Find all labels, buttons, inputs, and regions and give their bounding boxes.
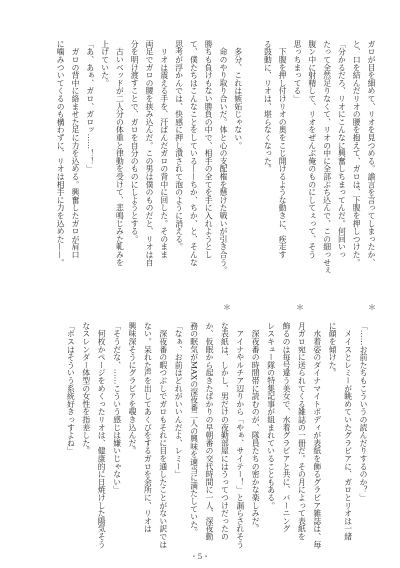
upper-tier [0,40,400,276]
upper-tier-line: 勝ちも負けもない勝負の中で、相手の全てを手に入れようとし [204,40,214,259]
upper-tier-line: に噛みついてくるのも構わずに、リオは相手に力を込めた——。 [56,40,66,267]
upper-tier-line: 「分かるだろ、リオにこんなに興奮しちまってんだ。何回いっ [337,40,347,259]
lower-tier-line: 「……お前たちもこういうの読んだりするのか？」 [359,322,368,502]
lower-tier-line: 深夜番の時間帯に読むのが、隊員たちの密かな楽しみだ。 [251,322,261,533]
upper-tier-line: 古いベッドが二人分の体重と律動を受けて、悲鳴じみた軋みを [115,40,125,267]
section-break-mark: ＊ [296,303,304,312]
lower-tier-line: なスレンダー体型の女性を指差した。 [81,322,91,455]
upper-tier-line: 命のやり取り合いだ。体と心の支配権を懸けた戦いが引き合う。 [219,40,228,274]
lower-tier-line: 水着姿のダイナマイトボディが表紙を飾るグラビア雑誌は、毎 [312,322,322,549]
lower-tier-line: ない。呆れた声を出してあくびをするガロを余所に、リオは [143,322,153,533]
lower-tier-line: 深夜番の暇つぶしでガロもそれに目を通したことがない訳では [158,322,168,549]
upper-tier-line: と、口を結んだリオの腰を抱えて、ガロは、下腹を押しつけた。 [352,40,362,267]
upper-tier-line: 思考が浮かんでは、快感に押し潰されて泡のように消える。 [174,40,184,251]
upper-tier-line: ガロが目を細めて、リオを見つめる。譫言を言ってしまったか、 [367,40,376,267]
upper-tier-line: 「あ、あぁ、ガロ、ガロッ……！！」 [85,40,95,173]
page-number: ・5・ [190,552,210,561]
section-break-mark: ＊ [368,303,376,312]
lower-tier-line: 務の眠気がMAXの深夜番二人の興味を適当に満たしていた。 [189,322,199,537]
lower-tier-line: アイナやルチア辺りから「やぁ、サイテー！」と漏らされそう [235,322,245,549]
upper-tier-line: 分を明け渡すことで、ガロを自分のものにしようとする。 [130,40,140,243]
upper-tier-line: て、僕たちはこんなことをしている——ちか、ちか、と、そんな [189,40,199,267]
upper-tier-line: 両足でガロの腰を挟み込んだ。この男は僕のものだと、リオは自 [145,40,154,267]
lower-tier-line: に顔を傾けた。 [328,322,338,377]
lower-tier-line: 「なぁ、お前はどれがいいんだよ、レミー」 [174,322,184,478]
lower-tier-line: 月ガロ宛に送られてくる雑誌の一冊だ。その月によって表紙を [297,322,307,541]
upper-tier-line: たって全然足りなくて、リオの中に全部ぶち込んで、この細っせぇ [322,40,332,274]
lower-tier-line: な表紙は、しかし、男だけの夜勤部屋にはうってつけだったの [220,322,230,541]
upper-tier-line: 下腹を押し付けリオの奥をこじ開けるような動きに、疾走す [278,40,288,259]
lower-tier-line: メイスとレミーが眺めていたグラビアに、ガロとリオは一緒 [343,322,353,541]
lower-tier-line: 「そうだな、……こういう感じは嫌いじゃない」 [112,322,122,494]
section-break-mark: ＊ [223,303,231,312]
lower-tier [0,322,400,550]
lower-tier-line: か、仮眠から起きたばかりの早朝番の交代時間に一人、深夜勤 [205,322,214,541]
upper-tier-line: 多分、これは嫉妬じゃない。 [233,40,243,150]
lower-tier-line: レスキュー隊の特集記事が組まれていることもある。 [266,322,276,510]
upper-tier-line: ガロの背中に絡ませた足に力を込める。興奮したガロが肩口 [71,40,80,259]
upper-tier-line: 思っちまってる」 [293,40,302,103]
upper-tier-line: 上げていた。 [100,40,110,87]
lower-tier-line: 飾るのは毎号違う美女で、水着グラビアと共に、バーニング [282,322,291,533]
upper-tier-line: 腹ン中に射精して、リオをぜんぶ俺のものにしてぇって、そう [307,40,317,259]
lower-tier-line: 「ボスはそういう系統好きっすよね」 [66,322,76,455]
lower-tier-line: 興味深そうにグラビアを覗き込んだ。 [128,322,137,455]
lower-tier-line: 何枚かページをめくったリオは、健康的に日焼けした陽気そう [97,322,107,549]
upper-tier-line: る鼓動に、リオは、堪らなくなった。 [263,40,273,173]
upper-tier-line: リオは震える手を、汗ばんだガロの背中に回した。そのまま [159,40,169,259]
